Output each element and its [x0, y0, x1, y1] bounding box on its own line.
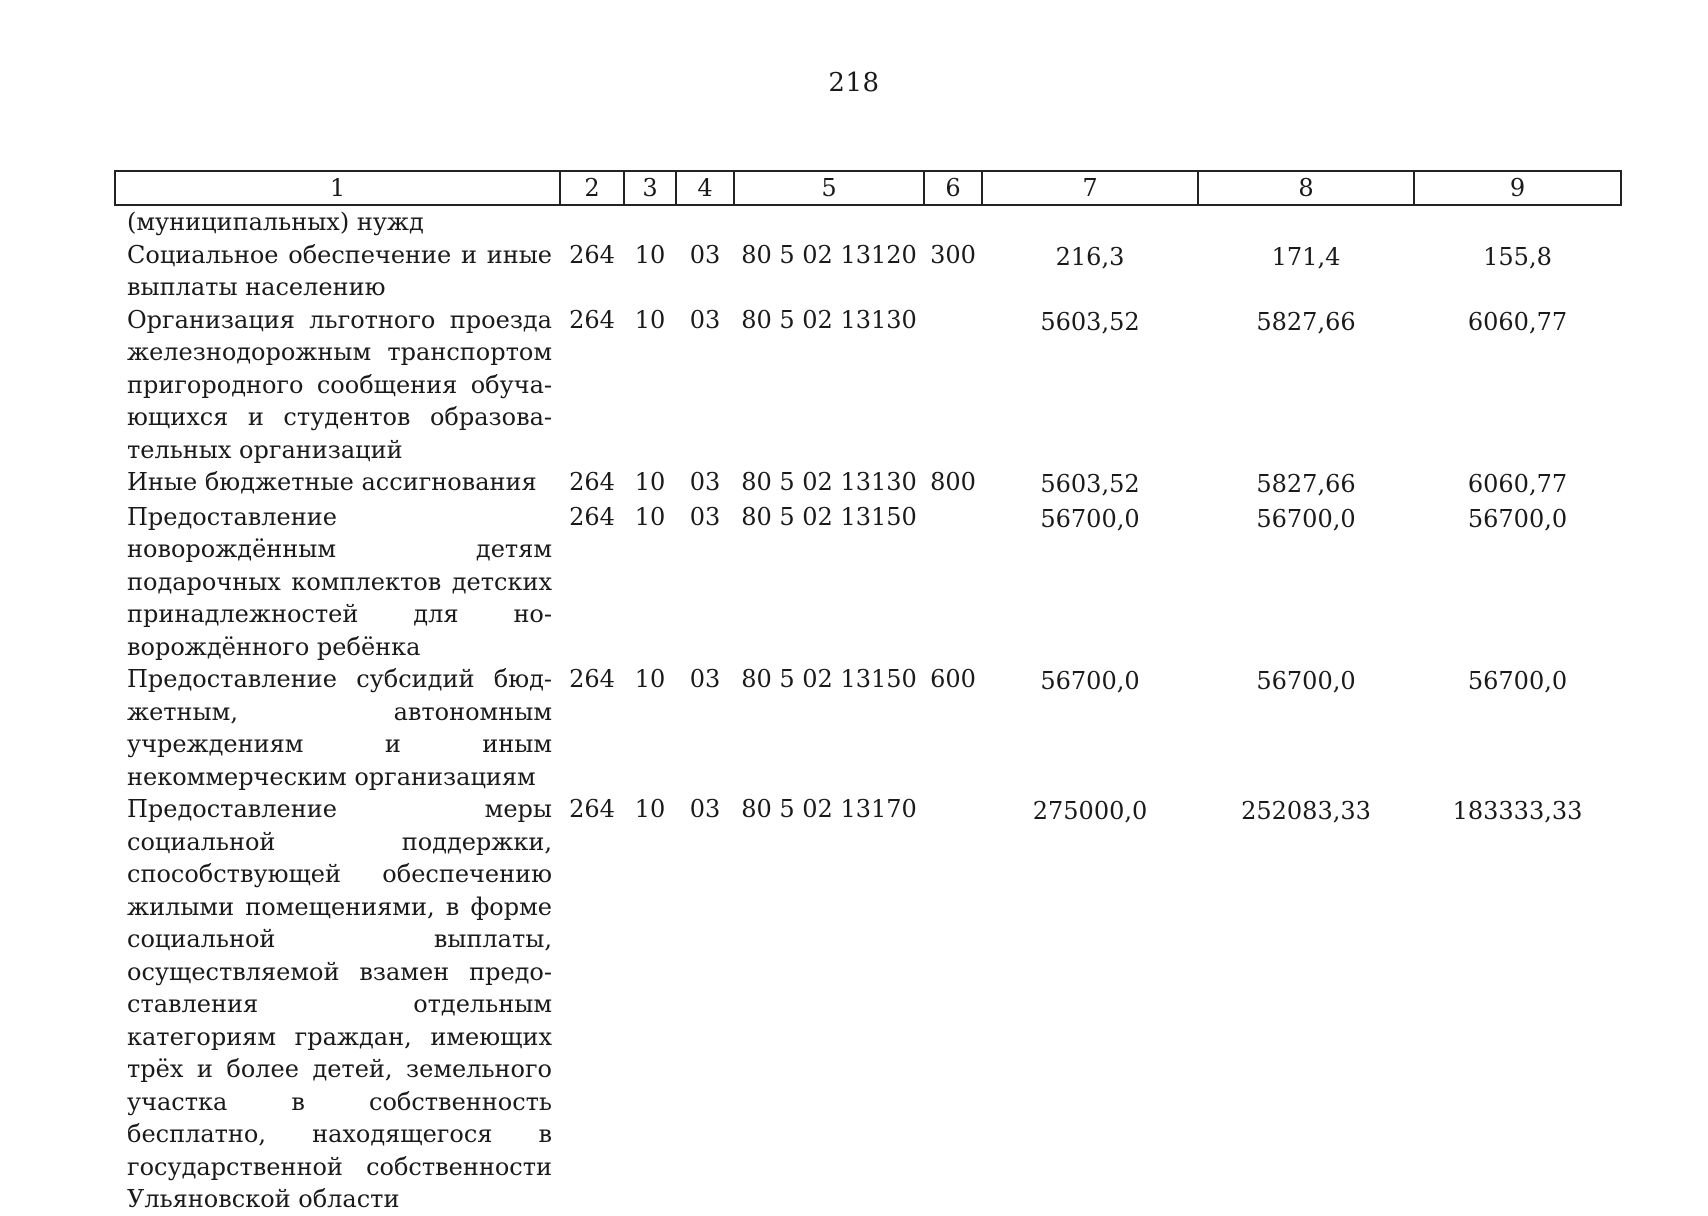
column-header: 5 [734, 171, 924, 205]
row-name: Предоставление меры социальной поддержки, способствующей обеспечению жилыми помещениями, в форме социальной выплаты, осуществляемой взамен предоставления отдельным категориям граждан, имеющих трёх и более детей, земельного участка в собственность бесплатно, находящегося в государственной собственности Ульяновской области [127, 795, 552, 1213]
row-ministry-code: 264 [569, 305, 615, 334]
row-amount-year3: 183333,33 [1452, 797, 1583, 825]
row-amount-year1: 56700,0 [1040, 667, 1140, 695]
row-section-code: 10 [634, 502, 666, 531]
row-ministry-code: 264 [569, 502, 615, 531]
column-header: 8 [1198, 171, 1414, 205]
row-target-code: 80 5 02 13150 [741, 502, 917, 531]
column-header: 3 [624, 171, 676, 205]
row-amount-year2: 56700,0 [1256, 667, 1356, 695]
row-amount-year3: 155,8 [1483, 242, 1552, 271]
page-number: 218 [828, 68, 880, 98]
row-target-code: 80 5 02 13120 [741, 240, 917, 269]
column-header: 2 [560, 171, 624, 205]
budget-table [114, 170, 1622, 1216]
column-header: 1 [115, 171, 560, 205]
table-header-row [115, 171, 1621, 205]
table-row [115, 793, 1621, 1216]
row-target-code: 80 5 02 13170 [741, 795, 917, 823]
row-expense-type [924, 793, 982, 1216]
row-amount-year3 [1414, 205, 1621, 239]
row-section-code: 10 [634, 468, 666, 496]
table-row [115, 466, 1621, 501]
row-section-code: 10 [634, 305, 666, 334]
row-subsection-code: 03 [689, 240, 721, 269]
row-subsection-code: 03 [689, 468, 721, 496]
table-row [115, 205, 1621, 239]
row-section-code [624, 205, 676, 239]
row-amount-year2: 5827,66 [1256, 307, 1356, 336]
row-ministry-code: 264 [569, 795, 615, 823]
row-expense-type [924, 304, 982, 467]
row-name: (муниципальных) нужд [127, 208, 424, 236]
row-subsection-code: 03 [689, 795, 721, 823]
row-amount-year2: 5827,66 [1256, 470, 1356, 498]
row-section-code: 10 [634, 665, 666, 693]
row-name: Иные бюджетные ассигнования [127, 468, 537, 496]
row-amount-year1: 5603,52 [1040, 470, 1140, 498]
row-amount-year3: 6060,77 [1467, 307, 1568, 336]
row-ministry-code: 264 [569, 665, 615, 693]
row-amount-year1: 56700,0 [1040, 504, 1140, 533]
row-amount-year2: 252083,33 [1241, 797, 1371, 825]
row-target-code: 80 5 02 13130 [741, 305, 917, 334]
row-subsection-code: 03 [689, 665, 721, 693]
column-header: 9 [1414, 171, 1621, 205]
row-ministry-code: 264 [569, 468, 615, 496]
row-ministry-code: 264 [569, 240, 615, 269]
row-expense-type [924, 501, 982, 664]
row-amount-year2 [1198, 205, 1414, 239]
row-subsection-code: 03 [689, 502, 721, 531]
row-ministry-code [560, 205, 624, 239]
row-target-code: 80 5 02 13130 [741, 468, 917, 496]
column-header: 6 [924, 171, 982, 205]
row-amount-year2: 171,4 [1271, 242, 1341, 271]
row-subsection-code: 03 [689, 305, 721, 334]
table-row [115, 304, 1621, 467]
row-name: Предоставление субсидий бюджетным, автономным учреждениям и иным некоммерческим организациям [127, 665, 552, 791]
row-amount-year3: 56700,0 [1467, 504, 1568, 533]
row-expense-type: 800 [930, 468, 976, 496]
row-name: Организация льготного проезда железнодорожным транспортом пригородного сообщения обучающихся и студентов образовательных организаций [127, 305, 552, 464]
row-name: Социальное обеспечение и иные выплаты населению [127, 240, 552, 301]
row-amount-year3: 6060,77 [1467, 470, 1568, 498]
row-target-code [734, 205, 924, 239]
row-target-code: 80 5 02 13150 [741, 665, 917, 693]
row-section-code: 10 [634, 240, 666, 269]
row-name: Предоставление новорождённым детям подарочных комплектов детских принадлежностей для новорождённого ребёнка [127, 502, 552, 661]
row-amount-year1: 275000,0 [1032, 797, 1148, 825]
table-row [115, 501, 1621, 664]
row-section-code: 10 [634, 795, 666, 823]
row-amount-year1: 5603,52 [1040, 307, 1140, 336]
row-subsection-code [676, 205, 734, 239]
row-expense-type: 600 [930, 665, 976, 693]
row-amount-year2: 56700,0 [1256, 504, 1356, 533]
column-header: 4 [676, 171, 734, 205]
row-expense-type [924, 205, 982, 239]
column-header: 7 [982, 171, 1198, 205]
row-expense-type: 300 [930, 240, 976, 269]
table-row [115, 663, 1621, 793]
row-amount-year1 [982, 205, 1198, 239]
table-row [115, 239, 1621, 304]
row-amount-year1: 216,3 [1055, 242, 1125, 271]
row-amount-year3: 56700,0 [1467, 667, 1568, 695]
